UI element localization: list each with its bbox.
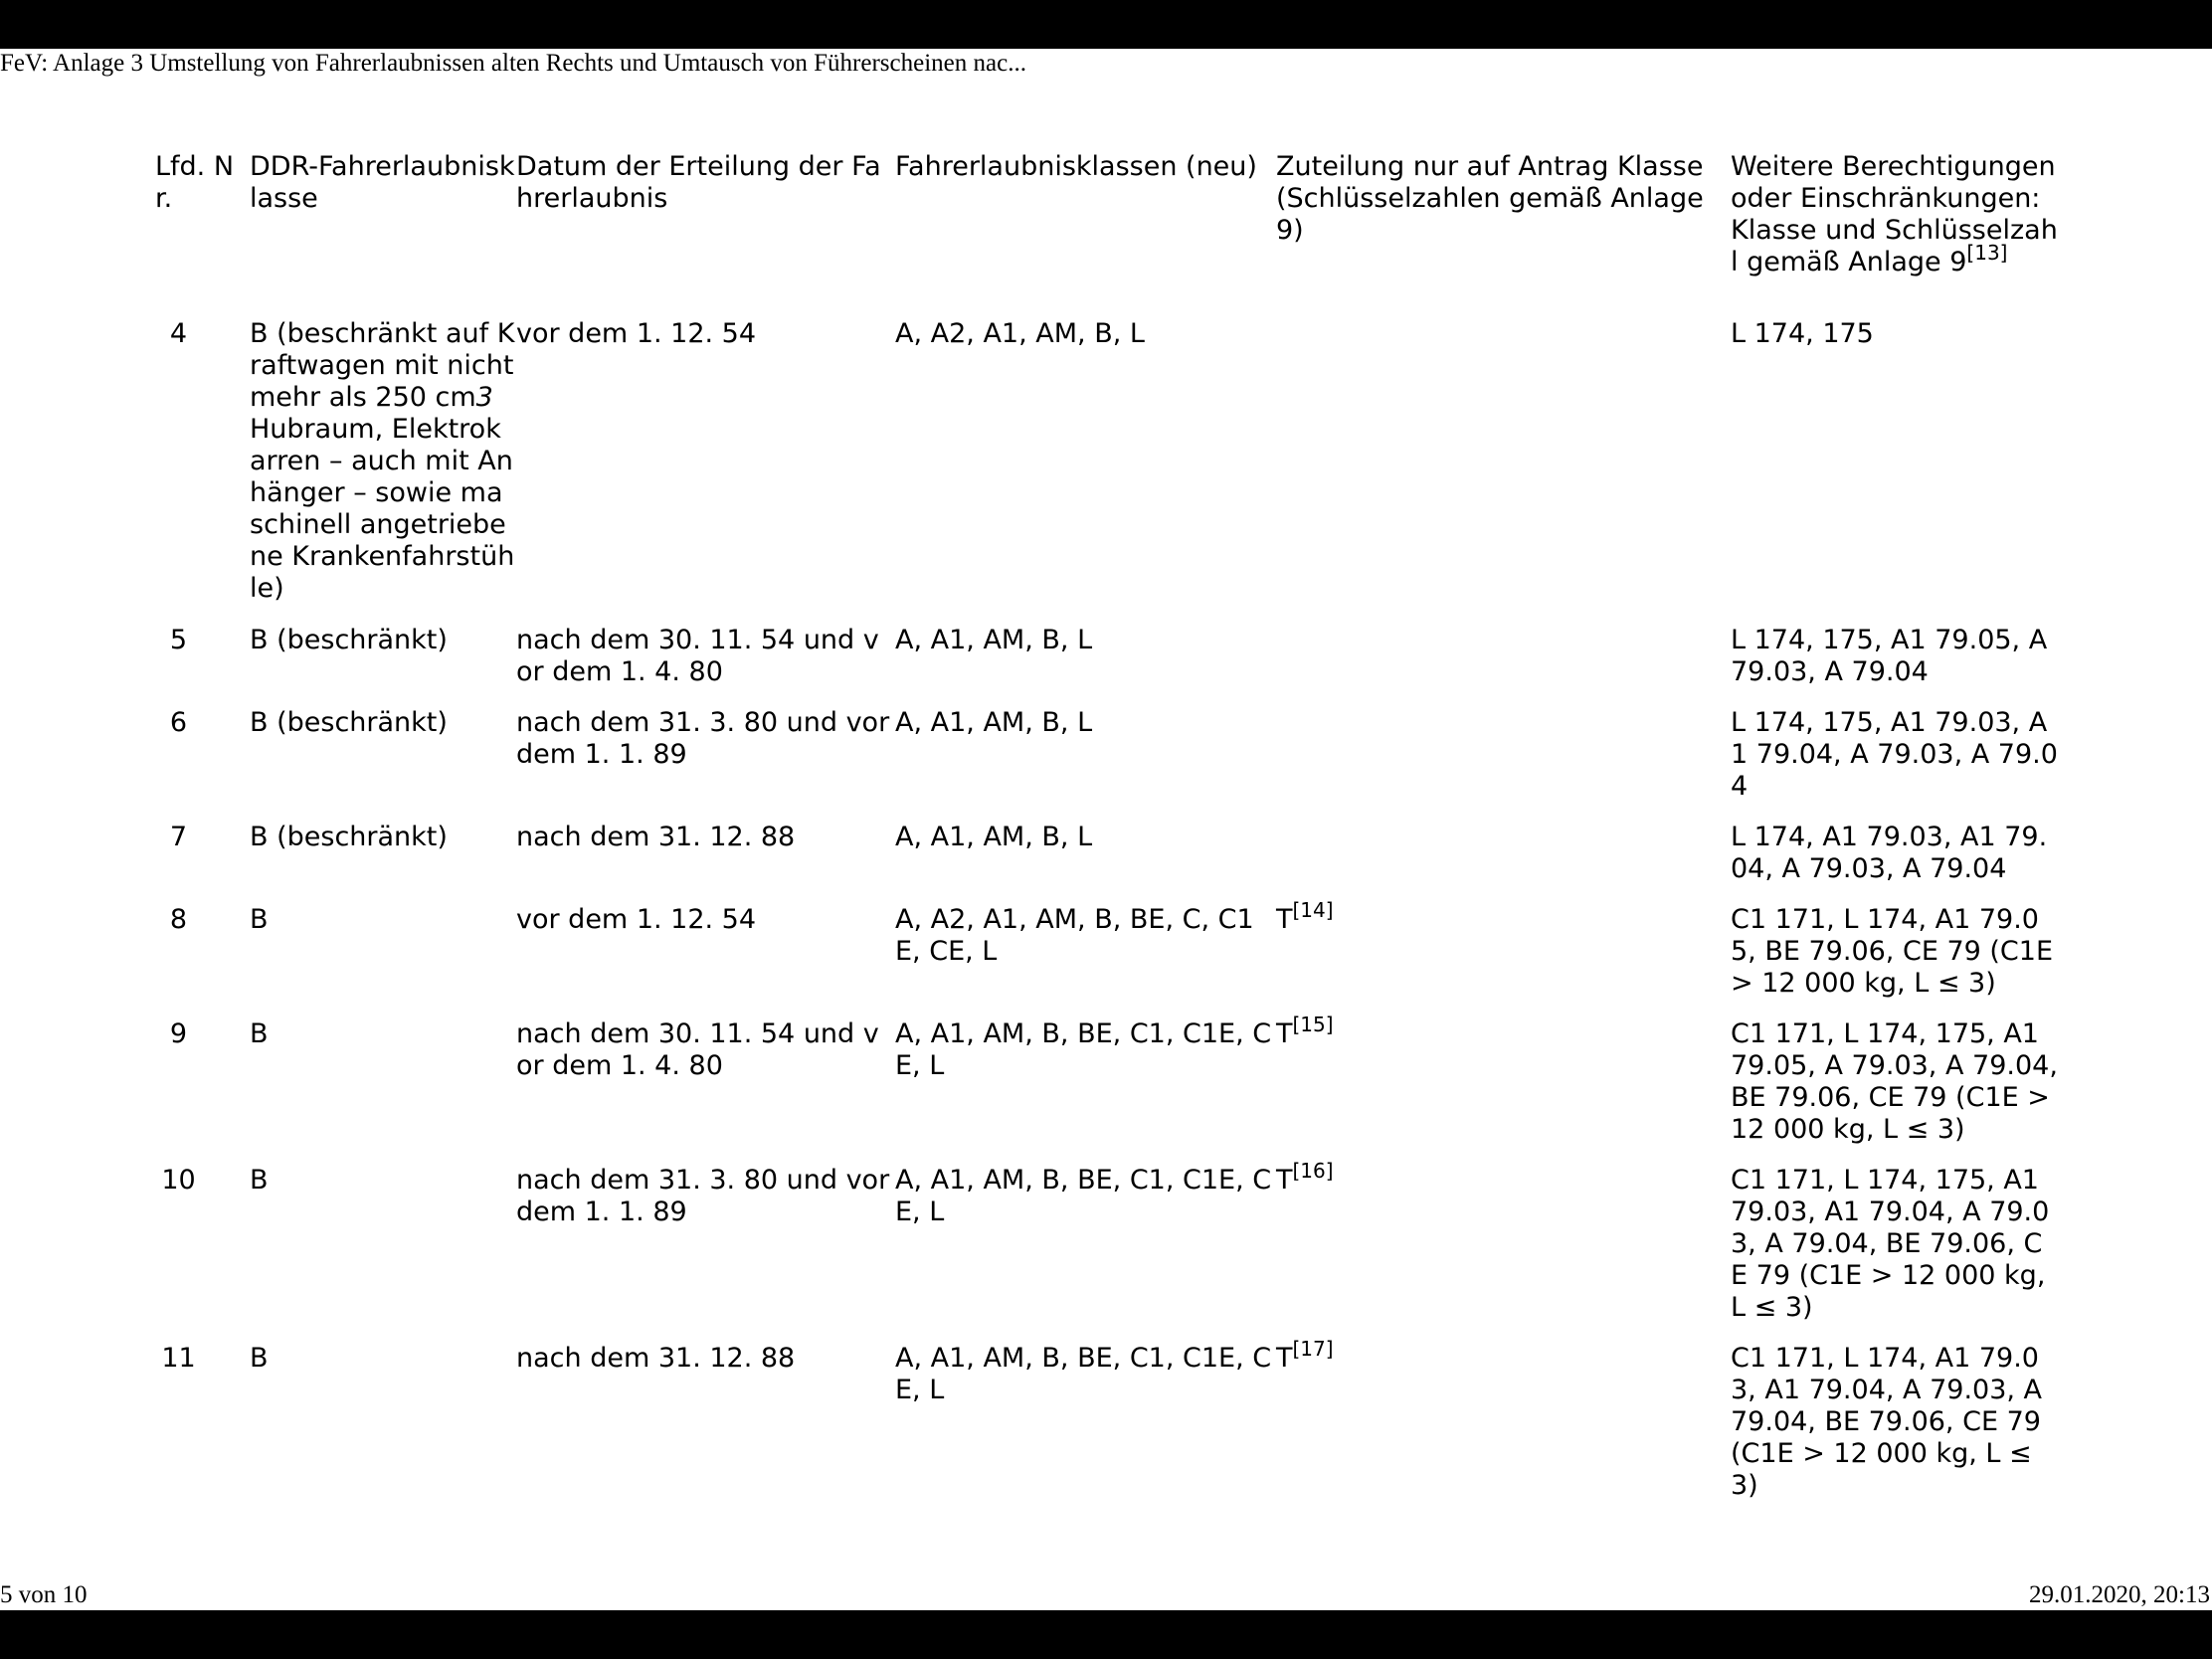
classes-table <box>155 151 2059 1502</box>
on-request-cell <box>1276 1159 1731 1197</box>
row-number: 8 <box>169 904 188 935</box>
issue-date-cell: nach dem 31. 3. 80 und vor dem 1. 1. 89 <box>516 707 890 770</box>
new-classes-cell: A, A1, AM, B, BE, C1, C1E, CE, L <box>895 1343 1272 1405</box>
row-number: 4 <box>169 318 188 349</box>
table-row <box>155 1013 2059 1146</box>
table-row <box>155 1159 2059 1324</box>
footnote-link[interactable]: [14] <box>1292 898 1334 922</box>
ddr-class-cell: B (beschränkt) <box>250 707 448 738</box>
further-rights-cell: C1 171, L 174, 175, A1 79.03, A1 79.04, A 79.03, A 79.04, BE 79.06, CE 79 (C1E > 12 000 kg, L ≤ 3) <box>1731 1165 2050 1323</box>
print-header-title: FeV: Anlage 3 Umstellung von Fahrerlaubnissen alten Rechts und Umtausch von Führerscheinen nac... <box>0 50 1026 77</box>
col-header-further-rights-text: Weitere Berechtigungen oder Einschränkungen: Klasse und Schlüsselzahl gemäß Anlage 9 <box>1731 151 2058 277</box>
issue-date-cell: vor dem 1. 12. 54 <box>516 318 757 349</box>
further-rights-cell: C1 171, L 174, 175, A1 79.05, A 79.03, A 79.04, BE 79.06, CE 79 (C1E > 12 000 kg, L ≤ 3) <box>1731 1018 2058 1145</box>
table-header-row <box>155 151 2059 278</box>
row-number: 6 <box>169 707 188 738</box>
further-rights-cell: L 174, 175 <box>1731 318 1874 349</box>
ddr-class-text-rest: Hubraum, Elektrokarren – auch mit Anhänger – sowie maschinell angetriebene Krankenfahrstühle) <box>250 414 515 604</box>
col-header-on-request: Zuteilung nur auf Antrag Klasse (Schlüsselzahlen gemäß Anlage 9) <box>1276 151 1704 246</box>
new-classes-cell: A, A1, AM, B, L <box>895 707 1093 738</box>
document-page <box>0 49 2212 1610</box>
ddr-class-cell: B <box>250 904 269 935</box>
issue-date-cell: nach dem 31. 3. 80 und vor dem 1. 1. 89 <box>516 1165 890 1227</box>
on-request-cell <box>1276 1013 1731 1050</box>
ddr-class-cell: B <box>250 1018 269 1049</box>
row-number: 5 <box>169 625 188 655</box>
on-request-text: T <box>1276 1165 1293 1196</box>
col-header-new-classes: Fahrerlaubnisklassen (neu) <box>895 151 1257 182</box>
further-rights-cell: L 174, 175, A1 79.05, A 79.03, A 79.04 <box>1731 625 2048 687</box>
issue-date-cell: nach dem 31. 12. 88 <box>516 1343 796 1374</box>
col-header-lfd-nr: Lfd. Nr. <box>155 151 235 214</box>
row-number: 11 <box>161 1343 196 1374</box>
table-row <box>155 822 2059 885</box>
table-row <box>155 898 2059 1000</box>
col-header-issue-date: Datum der Erteilung der Fahrerlaubnis <box>516 151 881 214</box>
on-request-cell <box>1276 1337 1731 1375</box>
new-classes-cell: A, A1, AM, B, BE, C1, C1E, CE, L <box>895 1165 1272 1227</box>
print-footer-page-number: 5 von 10 <box>0 1581 88 1608</box>
issue-date-cell: nach dem 31. 12. 88 <box>516 822 796 852</box>
issue-date-cell: nach dem 30. 11. 54 und vor dem 1. 4. 80 <box>516 1018 879 1081</box>
new-classes-cell: A, A1, AM, B, L <box>895 822 1093 852</box>
further-rights-cell: L 174, A1 79.03, A1 79.04, A 79.03, A 79.04 <box>1731 822 2048 884</box>
footnote-link[interactable]: [16] <box>1292 1159 1334 1183</box>
footnote-link[interactable]: [17] <box>1292 1337 1334 1361</box>
on-request-text: T <box>1276 1343 1293 1374</box>
new-classes-cell: A, A2, A1, AM, B, L <box>895 318 1145 349</box>
footnote-link[interactable]: [15] <box>1292 1013 1334 1036</box>
new-classes-cell: A, A1, AM, B, L <box>895 625 1093 655</box>
row-number: 7 <box>169 822 188 852</box>
row-number: 9 <box>169 1018 188 1049</box>
ddr-class-cell: B (beschränkt) <box>250 625 448 655</box>
issue-date-cell: vor dem 1. 12. 54 <box>516 904 757 935</box>
row-number: 10 <box>161 1165 196 1196</box>
footnote-link-13[interactable]: [13] <box>1966 241 2008 265</box>
table-row <box>155 318 2059 605</box>
table-row <box>155 707 2059 803</box>
table-row <box>155 625 2059 688</box>
table-row <box>155 1337 2059 1502</box>
further-rights-cell: C1 171, L 174, A1 79.03, A1 79.04, A 79.03, A 79.04, BE 79.06, CE 79 (C1E > 12 000 kg, L ≤ 3) <box>1731 1343 2043 1501</box>
on-request-text: T <box>1276 904 1293 935</box>
on-request-text: T <box>1276 1018 1293 1049</box>
further-rights-cell: L 174, 175, A1 79.03, A1 79.04, A 79.03, A 79.04 <box>1731 707 2058 802</box>
ddr-class-cell: B <box>250 1165 269 1196</box>
issue-date-cell: nach dem 30. 11. 54 und vor dem 1. 4. 80 <box>516 625 879 687</box>
unit-exponent: 3 <box>475 382 493 413</box>
new-classes-cell: A, A1, AM, B, BE, C1, C1E, CE, L <box>895 1018 1272 1081</box>
col-header-ddr-class: DDR-Fahrerlaubnisklasse <box>250 151 515 214</box>
ddr-class-cell: B <box>250 1343 269 1374</box>
new-classes-cell: A, A2, A1, AM, B, BE, C, C1E, CE, L <box>895 904 1254 967</box>
ddr-class-cell: B (beschränkt) <box>250 822 448 852</box>
ddr-class-cell <box>250 318 516 605</box>
col-header-further-rights <box>1731 151 2059 278</box>
on-request-cell <box>1276 898 1731 936</box>
print-footer-datetime: 29.01.2020, 20:13 <box>2029 1581 2210 1608</box>
further-rights-cell: C1 171, L 174, A1 79.05, BE 79.06, CE 79 (C1E > 12 000 kg, L ≤ 3) <box>1731 904 2054 999</box>
ddr-class-text: B (beschränkt auf Kraftwagen mit nicht mehr als 250 cm <box>250 318 515 413</box>
